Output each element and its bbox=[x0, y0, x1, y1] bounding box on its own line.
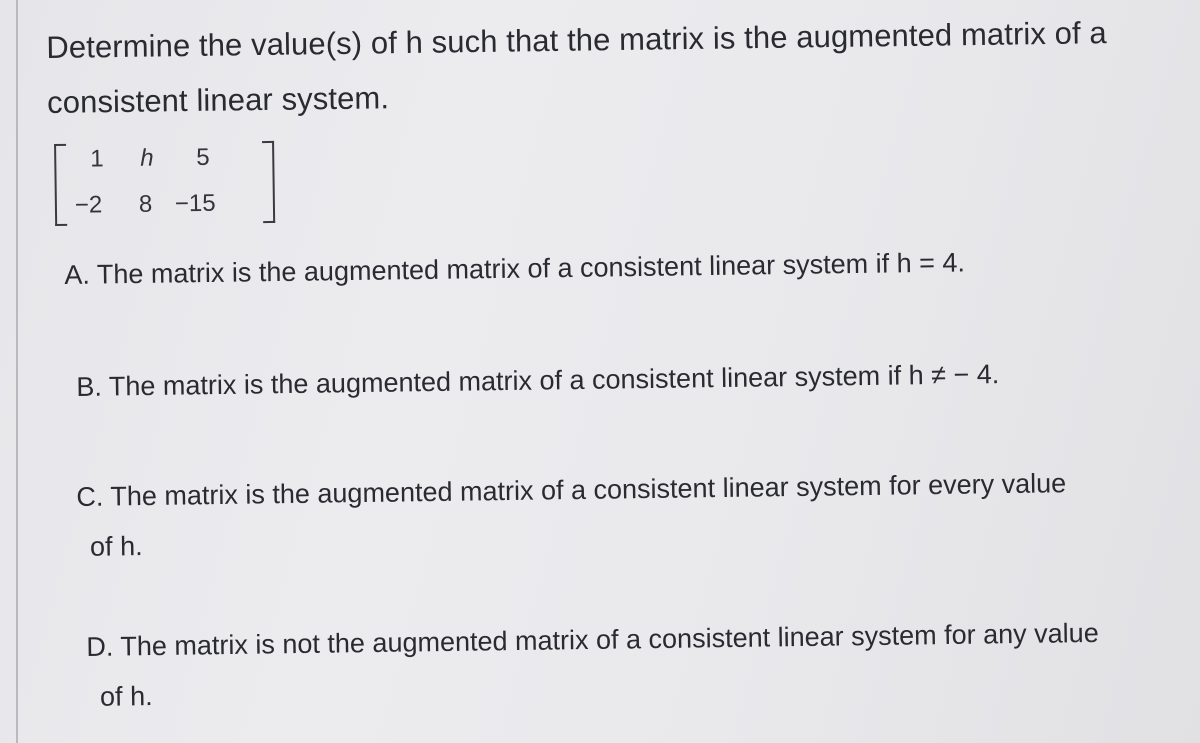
matrix-cell-r2-c2: 8 bbox=[138, 190, 153, 218]
matrix-cell-r2-c1: −2 bbox=[74, 191, 103, 219]
answer-option-a[interactable] bbox=[64, 237, 965, 300]
answer-option-c[interactable] bbox=[76, 458, 1067, 572]
option-c-text-line-1: C. The matrix is the augmented matrix of a consistent linear system for every value bbox=[76, 468, 1067, 512]
option-a-text: A. The matrix is the augmented matrix of a consistent linear system if h = 4. bbox=[64, 247, 966, 290]
matrix-cell-r1-c3: 5 bbox=[196, 143, 210, 172]
matrix-left-bracket bbox=[54, 144, 67, 226]
answer-option-d[interactable] bbox=[86, 608, 1100, 722]
question-line-1: Determine the value(s) of h such that the matrix is the augmented matrix of a bbox=[46, 15, 1108, 65]
question-line-2: consistent linear system. bbox=[46, 80, 390, 120]
augmented-matrix bbox=[54, 137, 295, 232]
matrix-right-bracket bbox=[262, 141, 275, 223]
option-c-text-line-2: of h. bbox=[89, 531, 143, 562]
answer-option-b[interactable] bbox=[76, 349, 1000, 412]
option-b-text: B. The matrix is the augmented matrix of a consistent linear system if h ≠ − 4. bbox=[76, 359, 1000, 402]
question-prompt bbox=[46, 4, 1167, 130]
matrix-cell-r1-c1: 1 bbox=[90, 145, 104, 173]
option-d-text-line-1: D. The matrix is not the augmented matrix of a consistent linear system for any value bbox=[86, 617, 1099, 662]
matrix-cell-r1-c2: h bbox=[140, 144, 154, 172]
matrix-cell-r2-c3: −15 bbox=[174, 189, 216, 218]
option-d-text-line-2: of h. bbox=[99, 681, 153, 712]
left-margin-rule bbox=[16, 0, 18, 743]
